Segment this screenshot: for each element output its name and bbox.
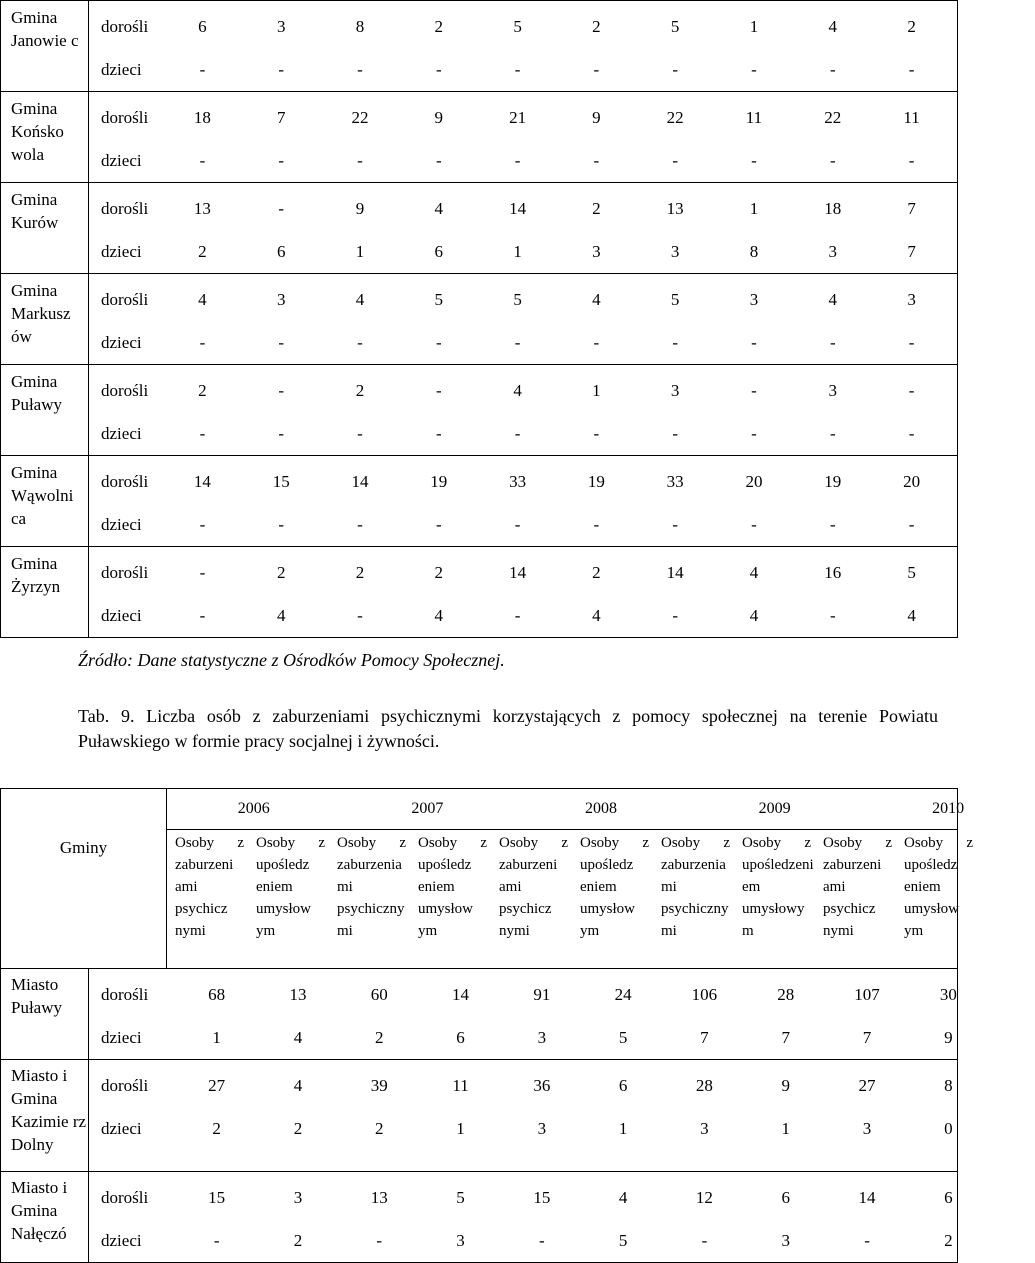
cell-value: 1 bbox=[456, 1118, 465, 1138]
cell-value: 30 bbox=[939, 984, 957, 1004]
cell-value: - bbox=[357, 423, 363, 443]
cell-value: - bbox=[829, 423, 836, 443]
data-row bbox=[89, 594, 957, 637]
cell-value: - bbox=[278, 198, 285, 218]
gmina-name: Miasto Puławy bbox=[1, 969, 89, 1060]
row-label: dzieci bbox=[101, 605, 142, 625]
gmina-data bbox=[89, 1172, 958, 1263]
cell-value: - bbox=[864, 1230, 870, 1250]
cell-value: 60 bbox=[370, 984, 388, 1004]
row-label: dzieci bbox=[101, 332, 142, 352]
cell-value: 3 bbox=[276, 16, 286, 36]
data-row bbox=[89, 503, 957, 546]
table-row bbox=[1, 274, 958, 365]
cell-value: 5 bbox=[456, 1187, 465, 1207]
cell-value: 13 bbox=[289, 984, 307, 1004]
cell-value: 5 bbox=[513, 16, 522, 36]
table-caption: Tab. 9. Liczba osób z zaburzeniami psychicznymi korzystających z pomocy społecznej na terenie Powiatu Puławskiego w formie pracy socjalnej i żywności. bbox=[78, 706, 938, 751]
cell-value: - bbox=[751, 380, 757, 400]
column-header: Osoby z upośledz eniem umysłow ym bbox=[580, 835, 649, 939]
cell-value: 11 bbox=[903, 107, 920, 127]
cell-value: - bbox=[908, 150, 915, 170]
cell-value: 6 bbox=[456, 1027, 465, 1047]
table-row bbox=[1, 365, 958, 456]
table-row bbox=[1, 1060, 958, 1172]
gmina-name: Miasto i Gmina Kazimie rz Dolny bbox=[1, 1060, 89, 1172]
column-header: Osoby z zaburzeni ami psychicz nymi bbox=[823, 835, 892, 939]
cell-value: 4 bbox=[618, 1187, 628, 1207]
cell-value: 22 bbox=[824, 107, 842, 127]
header-grid bbox=[167, 830, 973, 968]
cell-value: 2 bbox=[355, 380, 365, 400]
cell-value: 3 bbox=[592, 241, 601, 261]
data-row bbox=[89, 369, 957, 412]
row-label: dzieci bbox=[101, 514, 142, 534]
gmina-data bbox=[89, 365, 958, 456]
cell-value: - bbox=[539, 1230, 545, 1250]
gmina-data bbox=[89, 456, 958, 547]
cell-value: 6 bbox=[944, 1187, 953, 1207]
cell-value: - bbox=[908, 332, 915, 352]
row-label: dzieci bbox=[101, 1027, 142, 1047]
row-label: dorośli bbox=[101, 1075, 149, 1095]
row-label: dorośli bbox=[101, 16, 149, 36]
row-label: dorośli bbox=[101, 562, 149, 582]
cell-value: - bbox=[672, 423, 679, 443]
cell-value: 6 bbox=[618, 1075, 628, 1095]
cell-value: 24 bbox=[614, 984, 632, 1004]
cell-value: 7 bbox=[907, 198, 916, 218]
table-row bbox=[1, 183, 958, 274]
cell-value: 4 bbox=[592, 605, 601, 625]
cell-value: - bbox=[672, 332, 679, 352]
cell-value: 6 bbox=[276, 241, 286, 261]
data-row bbox=[89, 412, 957, 455]
cell-value: 5 bbox=[618, 1027, 628, 1047]
cell-value: - bbox=[278, 514, 285, 534]
cell-value: - bbox=[199, 332, 206, 352]
cell-value: 6 bbox=[198, 16, 207, 36]
cell-value: 16 bbox=[824, 562, 842, 582]
cell-value: 2 bbox=[198, 241, 207, 261]
year-header-row bbox=[1, 789, 958, 830]
cell-value: 2 bbox=[293, 1118, 303, 1138]
cell-value: - bbox=[751, 59, 757, 79]
cell-value: 15 bbox=[208, 1187, 226, 1207]
cell-value: 14 bbox=[193, 471, 211, 491]
cell-value: 27 bbox=[858, 1075, 876, 1095]
cell-value: 15 bbox=[533, 1187, 551, 1207]
cell-value: 3 bbox=[700, 1118, 709, 1138]
gmina-name: Gmina Puławy bbox=[1, 365, 89, 456]
cell-value: - bbox=[751, 150, 757, 170]
cell-value: 3 bbox=[670, 380, 680, 400]
data-row bbox=[89, 1176, 957, 1219]
cell-value: 22 bbox=[666, 107, 684, 127]
cell-value: 2 bbox=[198, 380, 207, 400]
row-label: dorośli bbox=[101, 380, 149, 400]
column-header: Osoby z upośledz eniem umysłow ym bbox=[904, 835, 973, 939]
cell-value: 14 bbox=[509, 198, 527, 218]
gmina-data bbox=[89, 183, 958, 274]
gmina-name: Gmina Żyrzyn bbox=[1, 547, 89, 638]
table1-body bbox=[1, 1, 958, 638]
cell-value: 19 bbox=[587, 471, 605, 491]
cell-value: - bbox=[199, 562, 206, 582]
cell-value: 0 bbox=[944, 1118, 953, 1138]
row-label: dorośli bbox=[101, 471, 149, 491]
cell-value: 9 bbox=[434, 107, 444, 127]
cell-value: 3 bbox=[828, 241, 838, 261]
cell-value: - bbox=[357, 59, 363, 79]
cell-value: - bbox=[278, 59, 285, 79]
gmina-data bbox=[89, 969, 958, 1060]
table-row bbox=[1, 1, 958, 92]
cell-value: 107 bbox=[854, 984, 880, 1004]
cell-value: 27 bbox=[208, 1075, 226, 1095]
cell-value: 3 bbox=[537, 1118, 547, 1138]
cell-value: 20 bbox=[745, 471, 763, 491]
cell-value: - bbox=[514, 514, 521, 534]
cell-value: 14 bbox=[351, 471, 369, 491]
cell-value: 14 bbox=[452, 984, 470, 1004]
cell-value: - bbox=[514, 605, 521, 625]
data-row bbox=[89, 187, 957, 230]
cell-value: 2 bbox=[434, 16, 444, 36]
data-row bbox=[89, 551, 957, 594]
cell-value: - bbox=[829, 605, 836, 625]
cell-value: - bbox=[435, 332, 442, 352]
gmina-data bbox=[89, 1, 958, 92]
cell-value: 3 bbox=[749, 289, 759, 309]
cell-value: - bbox=[701, 1230, 708, 1250]
cell-value: 7 bbox=[862, 1027, 872, 1047]
cell-value: 1 bbox=[618, 1118, 628, 1138]
row-label: dorośli bbox=[101, 984, 149, 1004]
column-header: Osoby z upośledzeni em umysłowy m bbox=[742, 835, 814, 939]
cell-value: - bbox=[829, 514, 836, 534]
table-row bbox=[1, 456, 958, 547]
year-label: 2009 bbox=[758, 800, 791, 817]
cell-value: - bbox=[514, 332, 521, 352]
table-row bbox=[1, 92, 958, 183]
cell-value: 13 bbox=[666, 198, 684, 218]
column-header-row bbox=[1, 830, 958, 969]
cell-value: 5 bbox=[618, 1230, 628, 1250]
cell-value: 3 bbox=[907, 289, 916, 309]
gmina-name: Gmina Wąwolni ca bbox=[1, 456, 89, 547]
cell-value: - bbox=[435, 514, 442, 534]
source-note: Źródło: Dane statystyczne z Ośrodków Pomocy Społecznej. bbox=[78, 650, 505, 670]
cell-value: 11 bbox=[452, 1075, 469, 1095]
cell-value: - bbox=[829, 59, 836, 79]
cell-value: - bbox=[278, 423, 285, 443]
cell-value: 15 bbox=[272, 471, 290, 491]
cell-value: 4 bbox=[828, 16, 838, 36]
column-header: Osoby z zaburzeni ami psychicz nymi bbox=[499, 835, 568, 939]
cell-value: 5 bbox=[434, 289, 444, 309]
cell-value: - bbox=[593, 150, 600, 170]
cell-value: 2 bbox=[276, 562, 286, 582]
cell-value: - bbox=[829, 332, 836, 352]
cell-value: 1 bbox=[781, 1118, 790, 1138]
cell-value: 106 bbox=[691, 984, 718, 1004]
cell-value: 39 bbox=[370, 1075, 388, 1095]
cell-value: 14 bbox=[509, 562, 527, 582]
gmina-name: Gmina Janowie c bbox=[1, 1, 89, 92]
year-label: 2007 bbox=[411, 800, 444, 817]
table-row bbox=[1, 1172, 958, 1263]
year-label: 2010 bbox=[932, 800, 965, 817]
cell-value: 3 bbox=[456, 1230, 465, 1250]
cell-value: 3 bbox=[828, 380, 838, 400]
cell-value: 2 bbox=[592, 16, 601, 36]
cell-value: - bbox=[278, 150, 285, 170]
row-label: dzieci bbox=[101, 150, 142, 170]
cell-value: - bbox=[435, 59, 442, 79]
cell-value: - bbox=[593, 514, 600, 534]
row-label: dzieci bbox=[101, 1230, 142, 1250]
cell-value: 2 bbox=[374, 1118, 384, 1138]
cell-value: 9 bbox=[592, 107, 601, 127]
years-cell bbox=[167, 789, 965, 830]
cell-value: 2 bbox=[944, 1230, 953, 1250]
cell-value: - bbox=[435, 423, 442, 443]
cell-value: 4 bbox=[293, 1027, 303, 1047]
cell-value: - bbox=[908, 59, 915, 79]
cell-value: 2 bbox=[592, 562, 601, 582]
cell-value: - bbox=[672, 514, 679, 534]
cell-value: - bbox=[672, 605, 679, 625]
cell-value: - bbox=[357, 332, 363, 352]
cell-value: 4 bbox=[749, 605, 759, 625]
cell-value: - bbox=[672, 59, 679, 79]
table-row bbox=[1, 547, 958, 638]
data-row bbox=[89, 321, 957, 364]
cell-value: 7 bbox=[276, 107, 286, 127]
cell-value: 2 bbox=[907, 16, 916, 36]
cell-value: 8 bbox=[749, 241, 759, 261]
cell-value: - bbox=[593, 423, 600, 443]
cell-value: - bbox=[593, 59, 600, 79]
cell-value: - bbox=[357, 150, 363, 170]
cell-value: 14 bbox=[858, 1187, 876, 1207]
cell-value: 6 bbox=[434, 241, 444, 261]
data-row bbox=[89, 460, 957, 503]
gmina-data bbox=[89, 274, 958, 365]
cell-value: 3 bbox=[276, 289, 286, 309]
cell-value: 68 bbox=[208, 984, 226, 1004]
cell-value: 4 bbox=[434, 605, 444, 625]
cell-value: - bbox=[213, 1230, 220, 1250]
data-row bbox=[89, 5, 957, 48]
cell-value: - bbox=[751, 514, 757, 534]
cell-value: 4 bbox=[276, 605, 286, 625]
cell-value: 3 bbox=[781, 1230, 790, 1250]
row-label: dorośli bbox=[101, 1187, 149, 1207]
cell-value: 9 bbox=[355, 198, 365, 218]
cell-value: 5 bbox=[670, 16, 680, 36]
cell-value: 2 bbox=[592, 198, 601, 218]
row-label: dzieci bbox=[101, 241, 142, 261]
data-row bbox=[89, 973, 957, 1016]
column-header: Osoby z zaburzeni ami psychicz nymi bbox=[175, 835, 244, 939]
cell-value: 28 bbox=[695, 1075, 713, 1095]
cell-value: 4 bbox=[513, 380, 522, 400]
cell-value: - bbox=[514, 150, 521, 170]
row-label: dzieci bbox=[101, 423, 142, 443]
table-row bbox=[1, 969, 958, 1060]
cell-value: 3 bbox=[293, 1187, 303, 1207]
data-row bbox=[89, 278, 957, 321]
table2-body bbox=[1, 789, 973, 1263]
cell-value: 1 bbox=[592, 380, 601, 400]
data-row bbox=[89, 139, 957, 182]
row-label: dorośli bbox=[101, 107, 149, 127]
column-header: Osoby z zaburzenia mi psychiczny mi bbox=[337, 835, 406, 939]
column-header: Osoby z upośledz eniem umysłow ym bbox=[256, 835, 325, 939]
cell-value: 1 bbox=[749, 16, 759, 36]
year-label: 2008 bbox=[584, 800, 617, 817]
cell-value: - bbox=[199, 605, 206, 625]
gmina-name: Gmina Końsko wola bbox=[1, 92, 89, 183]
cell-value: - bbox=[357, 514, 363, 534]
cell-value: - bbox=[514, 423, 521, 443]
cell-value: 18 bbox=[824, 198, 842, 218]
cell-value: 11 bbox=[745, 107, 763, 127]
cell-value: 4 bbox=[592, 289, 601, 309]
cell-value: 8 bbox=[355, 16, 365, 36]
cell-value: 4 bbox=[434, 198, 444, 218]
year-label: 2006 bbox=[237, 800, 270, 817]
cell-value: 19 bbox=[824, 471, 842, 491]
cell-value: 4 bbox=[355, 289, 365, 309]
data-row bbox=[89, 1219, 957, 1262]
cell-value: 2 bbox=[374, 1027, 384, 1047]
gmina-name: Miasto i Gmina Nałęczó bbox=[1, 1172, 89, 1263]
cell-value: - bbox=[278, 332, 285, 352]
data-row bbox=[89, 96, 957, 139]
header-blank bbox=[1, 789, 167, 830]
cell-value: - bbox=[751, 332, 757, 352]
cell-value: - bbox=[908, 380, 915, 400]
cell-value: 3 bbox=[670, 241, 680, 261]
row-label: dzieci bbox=[101, 1118, 142, 1138]
cell-value: 2 bbox=[293, 1230, 303, 1250]
cell-value: 18 bbox=[193, 107, 211, 127]
data-row bbox=[89, 1064, 957, 1107]
column-header: Osoby z zaburzenia mi psychiczny mi bbox=[661, 835, 730, 939]
cell-value: 22 bbox=[351, 107, 369, 127]
data-row bbox=[89, 230, 957, 273]
column-header: Osoby z upośledz eniem umysłow ym bbox=[418, 835, 487, 939]
row-label: dorośli bbox=[101, 289, 149, 309]
cell-value: 4 bbox=[749, 562, 759, 582]
gmina-name: Gmina Markusz ów bbox=[1, 274, 89, 365]
cell-value: 7 bbox=[700, 1027, 709, 1047]
row-label: dorośli bbox=[101, 198, 149, 218]
year-grid bbox=[167, 789, 965, 829]
cell-value: 4 bbox=[293, 1075, 303, 1095]
cell-value: 3 bbox=[862, 1118, 872, 1138]
cell-value: 36 bbox=[533, 1075, 551, 1095]
cell-value: 19 bbox=[430, 471, 448, 491]
cell-value: 8 bbox=[944, 1075, 953, 1095]
cell-value: 1 bbox=[212, 1027, 221, 1047]
cell-value: 3 bbox=[537, 1027, 547, 1047]
gmina-name: Gmina Kurów bbox=[1, 183, 89, 274]
row-label: dzieci bbox=[101, 59, 142, 79]
cell-value: - bbox=[199, 514, 206, 534]
cell-value: 5 bbox=[513, 289, 522, 309]
cell-value: 4 bbox=[828, 289, 838, 309]
cell-value: - bbox=[829, 150, 836, 170]
cell-value: 9 bbox=[944, 1027, 953, 1047]
table-gminy-continuation bbox=[0, 0, 958, 638]
cell-value: - bbox=[435, 150, 442, 170]
gmina-data bbox=[89, 547, 958, 638]
cell-value: 9 bbox=[781, 1075, 790, 1095]
gmina-data bbox=[89, 92, 958, 183]
data-row bbox=[89, 1016, 957, 1059]
table-9 bbox=[0, 788, 973, 1263]
cell-value: - bbox=[908, 423, 915, 443]
cell-value: 2 bbox=[355, 562, 365, 582]
cell-value: 5 bbox=[907, 562, 916, 582]
cell-value: 7 bbox=[907, 241, 916, 261]
cell-value: 1 bbox=[749, 198, 759, 218]
cell-value: - bbox=[593, 332, 600, 352]
cell-value: 2 bbox=[212, 1118, 221, 1138]
cell-value: 5 bbox=[670, 289, 680, 309]
column-headers bbox=[167, 830, 973, 969]
cell-value: 28 bbox=[777, 984, 795, 1004]
cell-value: 6 bbox=[781, 1187, 790, 1207]
cell-value: - bbox=[435, 380, 442, 400]
cell-value: - bbox=[514, 59, 521, 79]
cell-value: 1 bbox=[355, 241, 365, 261]
cell-value: 4 bbox=[198, 289, 207, 309]
cell-value: 20 bbox=[903, 471, 921, 491]
cell-value: 13 bbox=[370, 1187, 388, 1207]
cell-value: - bbox=[199, 423, 206, 443]
data-row bbox=[89, 48, 957, 91]
cell-value: 13 bbox=[193, 198, 211, 218]
cell-value: - bbox=[908, 514, 915, 534]
cell-value: - bbox=[278, 380, 285, 400]
cell-value: 12 bbox=[695, 1187, 713, 1207]
cell-value: 21 bbox=[509, 107, 527, 127]
gminy-label: Gminy bbox=[1, 830, 167, 969]
cell-value: 4 bbox=[907, 605, 916, 625]
cell-value: - bbox=[751, 423, 757, 443]
cell-value: - bbox=[357, 605, 363, 625]
cell-value: - bbox=[672, 150, 679, 170]
gmina-data bbox=[89, 1060, 958, 1172]
cell-value: - bbox=[199, 150, 206, 170]
cell-value: 14 bbox=[666, 562, 684, 582]
cell-value: 33 bbox=[509, 471, 527, 491]
cell-value: 2 bbox=[434, 562, 444, 582]
cell-value: 33 bbox=[666, 471, 684, 491]
cell-value: 91 bbox=[533, 984, 551, 1004]
cell-value: - bbox=[199, 59, 206, 79]
cell-value: - bbox=[376, 1230, 383, 1250]
cell-value: 7 bbox=[781, 1027, 790, 1047]
cell-value: 1 bbox=[513, 241, 522, 261]
data-row bbox=[89, 1107, 957, 1150]
